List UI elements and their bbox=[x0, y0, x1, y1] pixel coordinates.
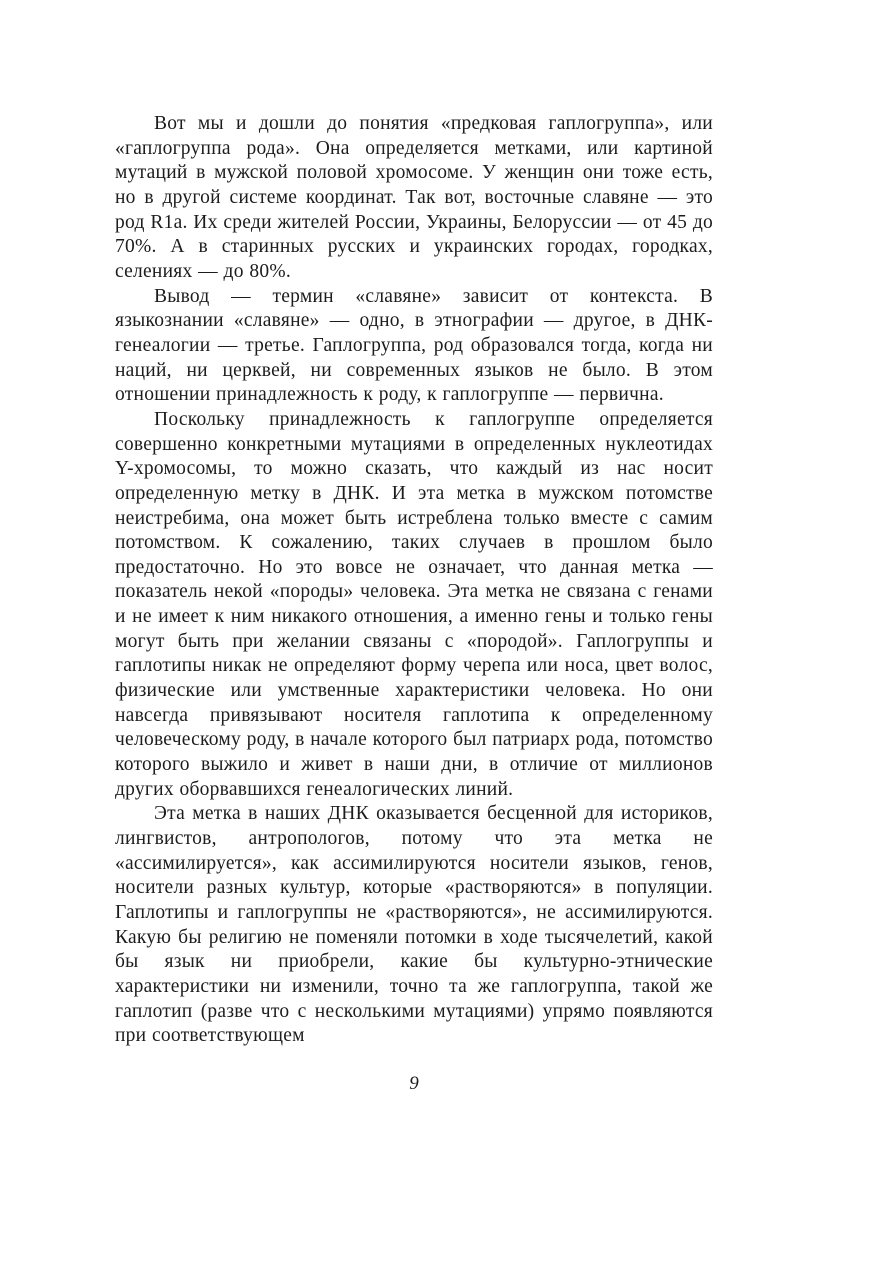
paragraph-1: Вот мы и дошли до понятия «предковая гаплогруппа», или «гаплогруппа рода». Она определяется метками, или картиной мутаций в мужской половой хромосоме. У женщин они тоже есть, но в другой системе координат. Так вот, восточные славяне — это род R1a. Их среди жителей России, Украины, Белоруссии — от 45 до 70%. А в старинных русских и украинских городах, городках, селениях — до 80%. bbox=[115, 113, 713, 282]
paragraph-4: Эта метка в наших ДНК оказывается бесценной для историков, лингвистов, антропологов, потому что эта метка не «ассимилируется», как ассимилируются носители языков, генов, носители разных культур, которые «растворяются» в популяции. Гаплотипы и гаплогруппы не «растворяются», не ассимилируются. Какую бы религию не поменяли потомки в ходе тысячелетий, какой бы язык ни приобрели, какие бы культурно-этнические характеристики ни изменили, точно та же гаплогруппа, такой же гаплотип (разве что с несколькими мутациями) упрямо появляются при соответствующем bbox=[115, 803, 713, 1047]
text-block bbox=[115, 112, 713, 1049]
page-number: 9 bbox=[409, 1072, 419, 1094]
paragraph-2: Вывод — термин «славяне» зависит от контекста. В языкознании «славяне» — одно, в этнографии — другое, в ДНК-генеалогии — третье. Гаплогруппа, род образовался тогда, когда ни наций, ни церквей, ни современных языков не было. В этом отношении принадлежность к роду, к гаплогруппе — первична. bbox=[115, 285, 713, 406]
paragraph-3: Поскольку принадлежность к гаплогруппе определяется совершенно конкретными мутациями в определенных нуклеотидах Y-хромосомы, то можно сказать, что каждый из нас носит определенную метку в ДНК. И эта метка в мужском потомстве неистребима, она может быть истреблена только вместе с самим потомством. К сожалению, таких случаев в прошлом было предостаточно. Но это вовсе не означает, что данная метка — показатель некой «породы» человека. Эта метка не связана с генами и не имеет к ним никакого отношения, а именно гены и только гены могут быть при желании связаны с «породой». Гаплогруппы и гаплотипы никак не определяют форму черепа или носа, цвет волос, физические или умственные характеристики человека. Но они навсегда привязывают носителя гаплотипа к определенному человеческому роду, в начале которого был патриарх рода, потомство которого выжило и живет в наши дни, в отличие от миллионов других оборвавшихся генеалогических линий. bbox=[115, 408, 713, 800]
